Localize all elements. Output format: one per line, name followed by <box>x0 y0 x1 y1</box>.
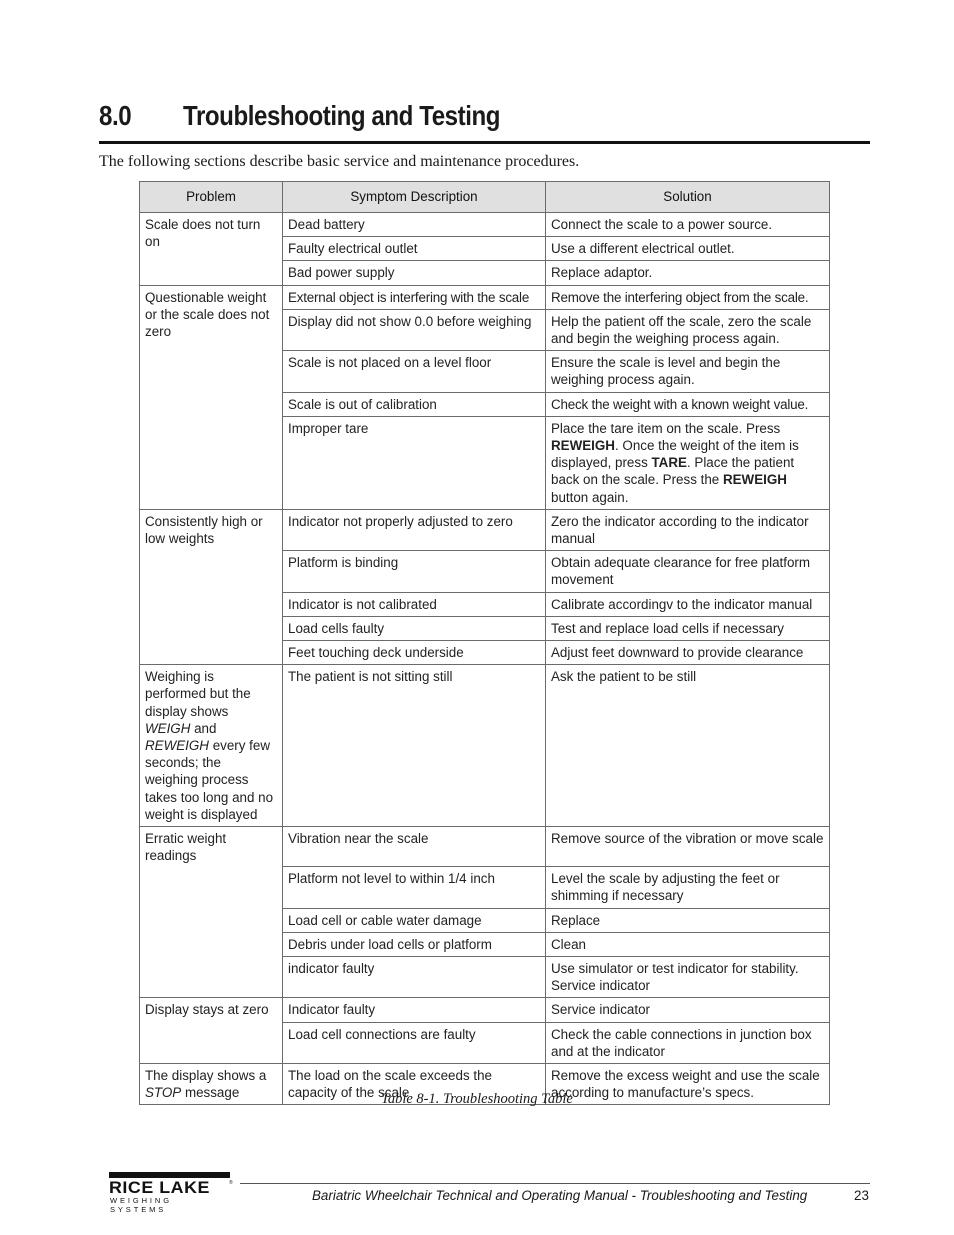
solution-cell <box>546 416 830 509</box>
weigh-message: WEIGH <box>145 720 191 736</box>
symptom-cell: Bad power supply <box>283 261 546 285</box>
reweigh-key: REWEIGH <box>551 438 615 454</box>
solution-cell: Obtain adequate clearance for free platform movement <box>546 551 830 592</box>
symptom-cell: The load on the scale exceeds the capacity of the scale <box>283 1063 546 1104</box>
symptom-cell: Display did not show 0.0 before weighing <box>283 309 546 350</box>
problem-cell <box>140 665 283 827</box>
solution-cell: Connect the scale to a power source. <box>546 213 830 237</box>
intro-paragraph: The following sections describe basic service and maintenance procedures. <box>99 153 580 170</box>
page-number: 23 <box>854 1188 869 1203</box>
stop-message: STOP <box>145 1085 182 1101</box>
header-solution: Solution <box>546 182 830 213</box>
table-header-row <box>140 182 830 213</box>
symptom-cell: Faulty electrical outlet <box>283 237 546 261</box>
header-symptom: Symptom Description <box>283 182 546 213</box>
solution-cell: Adjust feet downward to provide clearance <box>546 641 830 665</box>
problem-cell: Questionable weight or the scale does not zero <box>140 285 283 509</box>
table-row <box>140 665 830 827</box>
solution-cell: Check the cable connections in junction box and at the indicator <box>546 1022 830 1063</box>
symptom-cell: Feet touching deck underside <box>283 641 546 665</box>
problem-cell: Erratic weight readings <box>140 827 283 998</box>
tare-key: TARE <box>651 455 687 471</box>
symptom-cell: Indicator faulty <box>283 998 546 1022</box>
solution-cell: Clean <box>546 932 830 956</box>
table-row <box>140 827 830 867</box>
symptom-cell: indicator faulty <box>283 956 546 997</box>
symptom-cell: Load cell or cable water damage <box>283 908 546 932</box>
table-caption: Table 8-1. Troubleshooting Table <box>381 1091 573 1107</box>
problem-text: The display shows a <box>145 1067 267 1083</box>
table-row <box>140 509 830 550</box>
solution-cell: Use simulator or test indicator for stability. Service indicator <box>546 956 830 997</box>
solution-cell: Calibrate accordingv to the indicator manual <box>546 592 830 616</box>
symptom-cell: External object is interfering with the scale <box>283 285 546 309</box>
symptom-cell: Scale is not placed on a level floor <box>283 351 546 392</box>
logo-name: RICE LAKE <box>109 1178 210 1197</box>
solution-cell: Ask the patient to be still <box>546 665 830 827</box>
symptom-cell: Dead battery <box>283 213 546 237</box>
table-row <box>140 998 830 1022</box>
footer-divider <box>240 1183 870 1184</box>
solution-cell: Help the patient off the scale, zero the scale and begin the weighing process again. <box>546 309 830 350</box>
symptom-cell: Indicator is not calibrated <box>283 592 546 616</box>
table-row <box>140 285 830 309</box>
problem-text: and <box>190 720 217 736</box>
solution-text: Place the tare item on the scale. Press <box>551 420 781 436</box>
solution-cell: Remove the interfering object from the scale. <box>546 285 830 309</box>
problem-cell: Scale does not turn on <box>140 213 283 286</box>
solution-cell: Level the scale by adjusting the feet or shimming if necessary <box>546 867 830 908</box>
solution-cell: Ensure the scale is level and begin the weighing process again. <box>546 351 830 392</box>
solution-cell: Zero the indicator according to the indicator manual <box>546 509 830 550</box>
problem-cell: Display stays at zero <box>140 998 283 1064</box>
symptom-cell: Scale is out of calibration <box>283 392 546 416</box>
footer-title: Bariatric Wheelchair Technical and Operating Manual - Troubleshooting and Testing <box>312 1188 808 1203</box>
reweigh-key: REWEIGH <box>722 472 787 488</box>
solution-cell: Test and replace load cells if necessary <box>546 616 830 640</box>
solution-text: . Once the weight of the item is displayed, press <box>551 438 799 471</box>
section-heading <box>99 98 870 144</box>
symptom-cell: Debris under load cells or platform <box>283 932 546 956</box>
symptom-cell: Load cell connections are faulty <box>283 1022 546 1063</box>
symptom-cell: Platform is binding <box>283 551 546 592</box>
solution-cell: Remove the excess weight and use the scale according to manufacture’s specs. <box>546 1063 830 1104</box>
section-number: 8.0 <box>99 100 132 131</box>
solution-cell: Use a different electrical outlet. <box>546 237 830 261</box>
header-problem: Problem <box>140 182 283 213</box>
reweigh-message: REWEIGH <box>145 738 209 754</box>
solution-cell: Remove source of the vibration or move scale <box>546 827 830 867</box>
troubleshooting-table <box>139 181 830 1105</box>
symptom-cell: Load cells faulty <box>283 616 546 640</box>
solution-text: . Place the patient back on the scale. Press the <box>551 455 795 488</box>
logo-registered-mark: ® <box>229 1180 233 1186</box>
solution-text: button again. <box>551 489 629 505</box>
solution-cell: Replace adaptor. <box>546 261 830 285</box>
symptom-cell: Improper tare <box>283 416 546 509</box>
symptom-cell: Vibration near the scale <box>283 827 546 867</box>
logo-subtitle: WEIGHING SYSTEMS <box>110 1196 172 1214</box>
symptom-cell: Indicator not properly adjusted to zero <box>283 509 546 550</box>
problem-text: message <box>181 1085 240 1101</box>
solution-cell: Replace <box>546 908 830 932</box>
solution-cell: Service indicator <box>546 998 830 1022</box>
section-title: Troubleshooting and Testing <box>183 100 501 131</box>
symptom-cell: Platform not level to within 1/4 inch <box>283 867 546 908</box>
symptom-cell: The patient is not sitting still <box>283 665 546 827</box>
table-row <box>140 213 830 237</box>
rice-lake-logo <box>109 1172 233 1214</box>
problem-text: every few seconds; the weighing process takes too long and no weight is displayed <box>145 738 274 822</box>
problem-text: Weighing is performed but the display shows <box>145 669 251 719</box>
problem-cell: Consistently high or low weights <box>140 509 283 664</box>
solution-cell: Check the weight with a known weight value. <box>546 392 830 416</box>
